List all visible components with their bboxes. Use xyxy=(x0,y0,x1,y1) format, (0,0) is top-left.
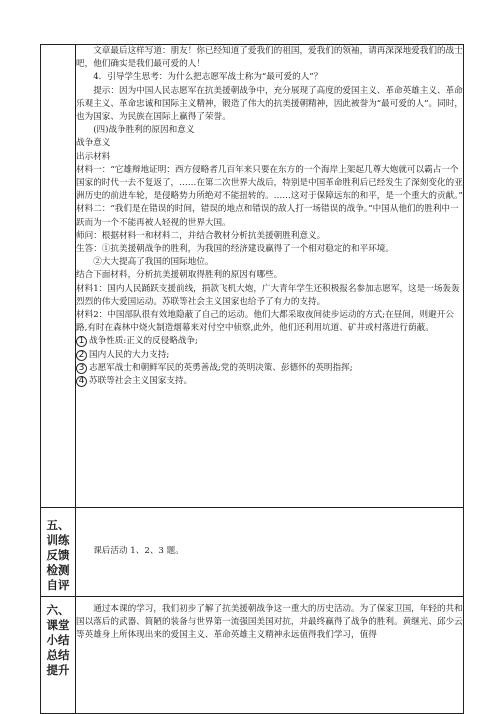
circled-number: 2 xyxy=(76,350,87,361)
paragraph: 提示：因为中国人民志愿军在抗美援朝战争中，充分展现了高度的爱国主义、革命英雄主义、革命乐观主义、革命忠诚和国际主义精神，锻造了伟大的抗美援朝精神，因此被誉为“最可爱的人”。同时，也为国家、为民族在国际上赢得了荣誉。 xyxy=(76,85,463,123)
circled-number: 4 xyxy=(76,376,87,387)
reason-text: 苏联等社会主义国家支持。 xyxy=(89,376,193,387)
paragraph: 4．引导学生思考：为什么把志愿军战士称为“最可爱的人”？ xyxy=(93,72,323,83)
main-content-text xyxy=(76,45,463,335)
paragraph: 生答：①抗美援朝战争的胜利，为我国的经济建设赢得了一个相对稳定的和平环境。 xyxy=(76,244,394,255)
main-content-row xyxy=(41,45,464,508)
paragraph: 师问：根据材料一和材料二，并结合教材分析抗美援朝胜利意义。 xyxy=(76,230,326,241)
paragraph: 材料二：“我们是在错误的时间，错误的地点和错误的敌人打一场错误的战争。”中国从他们的胜利中一跃而为一个不能再被人轻视的世界大国。 xyxy=(76,204,459,228)
circled-number: 3 xyxy=(76,363,87,374)
feedback-text: 课后活动 1、2、3 题。 xyxy=(93,546,184,557)
reason-item xyxy=(76,335,463,348)
lesson-plan-table xyxy=(40,44,464,714)
paragraph: 结合下面材料，分析抗美援朝取得胜利的原因有哪些。 xyxy=(76,270,283,281)
label-line: 提升 xyxy=(46,663,70,677)
feedback-label xyxy=(41,508,75,596)
summary-text xyxy=(76,603,463,643)
summary-content-cell xyxy=(76,597,464,714)
reason-text: 志愿军战士和朝鲜军民的英勇善战;党的英明决策、彭德怀的英明指挥; xyxy=(89,362,353,373)
paragraph: ②大大提高了我国的国际地位。 xyxy=(93,257,214,268)
label-line: 训练 xyxy=(46,533,70,547)
reason-item xyxy=(76,375,463,388)
label-line: 六、 xyxy=(46,603,70,617)
label-line: 检测 xyxy=(46,563,70,577)
label-line: 课堂 xyxy=(46,618,70,632)
summary-label-cell xyxy=(41,597,76,714)
label-line: 总结 xyxy=(46,648,70,662)
paragraph: 材料1：国内人民踊跃支援前线，捐款飞机大炮，广大青年学生还积极报名参加志愿军，这是一场轰轰烈烈的伟大爱国运动。苏联等社会主义国家也给予了有力的支持。 xyxy=(76,283,460,307)
label-line: 小结 xyxy=(46,633,70,647)
reason-list xyxy=(76,335,463,388)
reason-item xyxy=(76,349,463,362)
circled-number: 1 xyxy=(76,336,87,347)
reason-text: 国内人民的大力支持; xyxy=(89,349,170,360)
paragraph: 材料一：“它雄辩地证明：西方侵略者几百年来只要在东方的一个海岸上架起几尊大炮就可以霸占一个国家的时代一去不复返了，……在第二次世界大战后，特别是中国革命胜利后已经发生了深刻变化的亚洲历史的前进车轮，是侵略势力所绝对不能扭转的。……这对于保障远东的和平，是一个重大的贡献。” xyxy=(76,164,463,202)
reason-text: 战争性质:正义的反侵略战争; xyxy=(89,336,198,347)
main-content-cell xyxy=(76,45,464,508)
paragraph: 材料2：中国部队很有效地隐蔽了自己的运动。他们大都采取夜间徒步运动的方式;在昼间，则避开公路,有时在森林中烧火制造烟幕来对付空中侦察,此外，他们还利用坑道、矿井或村落进行荫蔽。 xyxy=(76,310,454,334)
feedback-label-cell xyxy=(41,508,76,597)
feedback-content-cell xyxy=(76,508,464,597)
label-line: 五、 xyxy=(46,518,70,532)
label-line: 自评 xyxy=(46,578,70,592)
paragraph: 通过本课的学习，我们初步了解了抗美援朝战争这一重大的历史活动。为了保家卫国，年轻的共和国以落后的武器、简陋的装备与世界第一流强国美国对抗，并最终赢得了战争的胜利。黄继光、邱少云等英雄身上所体现出来的爱国主义、革命英雄主义精神永远值得我们学习，值得 xyxy=(76,604,463,641)
feedback-row xyxy=(41,508,464,597)
summary-row xyxy=(41,597,464,714)
label-line: 反馈 xyxy=(46,548,70,562)
paragraph: 文章最后这样写道：朋友！你已经知道了爱我们的祖国，爱我们的领袖，请再深深地爱我们的战士吧，他们确实是我们最可爱的人！ xyxy=(76,46,463,70)
paragraph: 出示材料 xyxy=(76,151,111,162)
paragraph: 战争意义 xyxy=(76,138,111,149)
reason-item xyxy=(76,362,463,375)
empty-label-cell xyxy=(41,45,76,508)
summary-label xyxy=(41,597,75,681)
paragraph: (四)战争胜利的原因和意义 xyxy=(93,125,195,136)
